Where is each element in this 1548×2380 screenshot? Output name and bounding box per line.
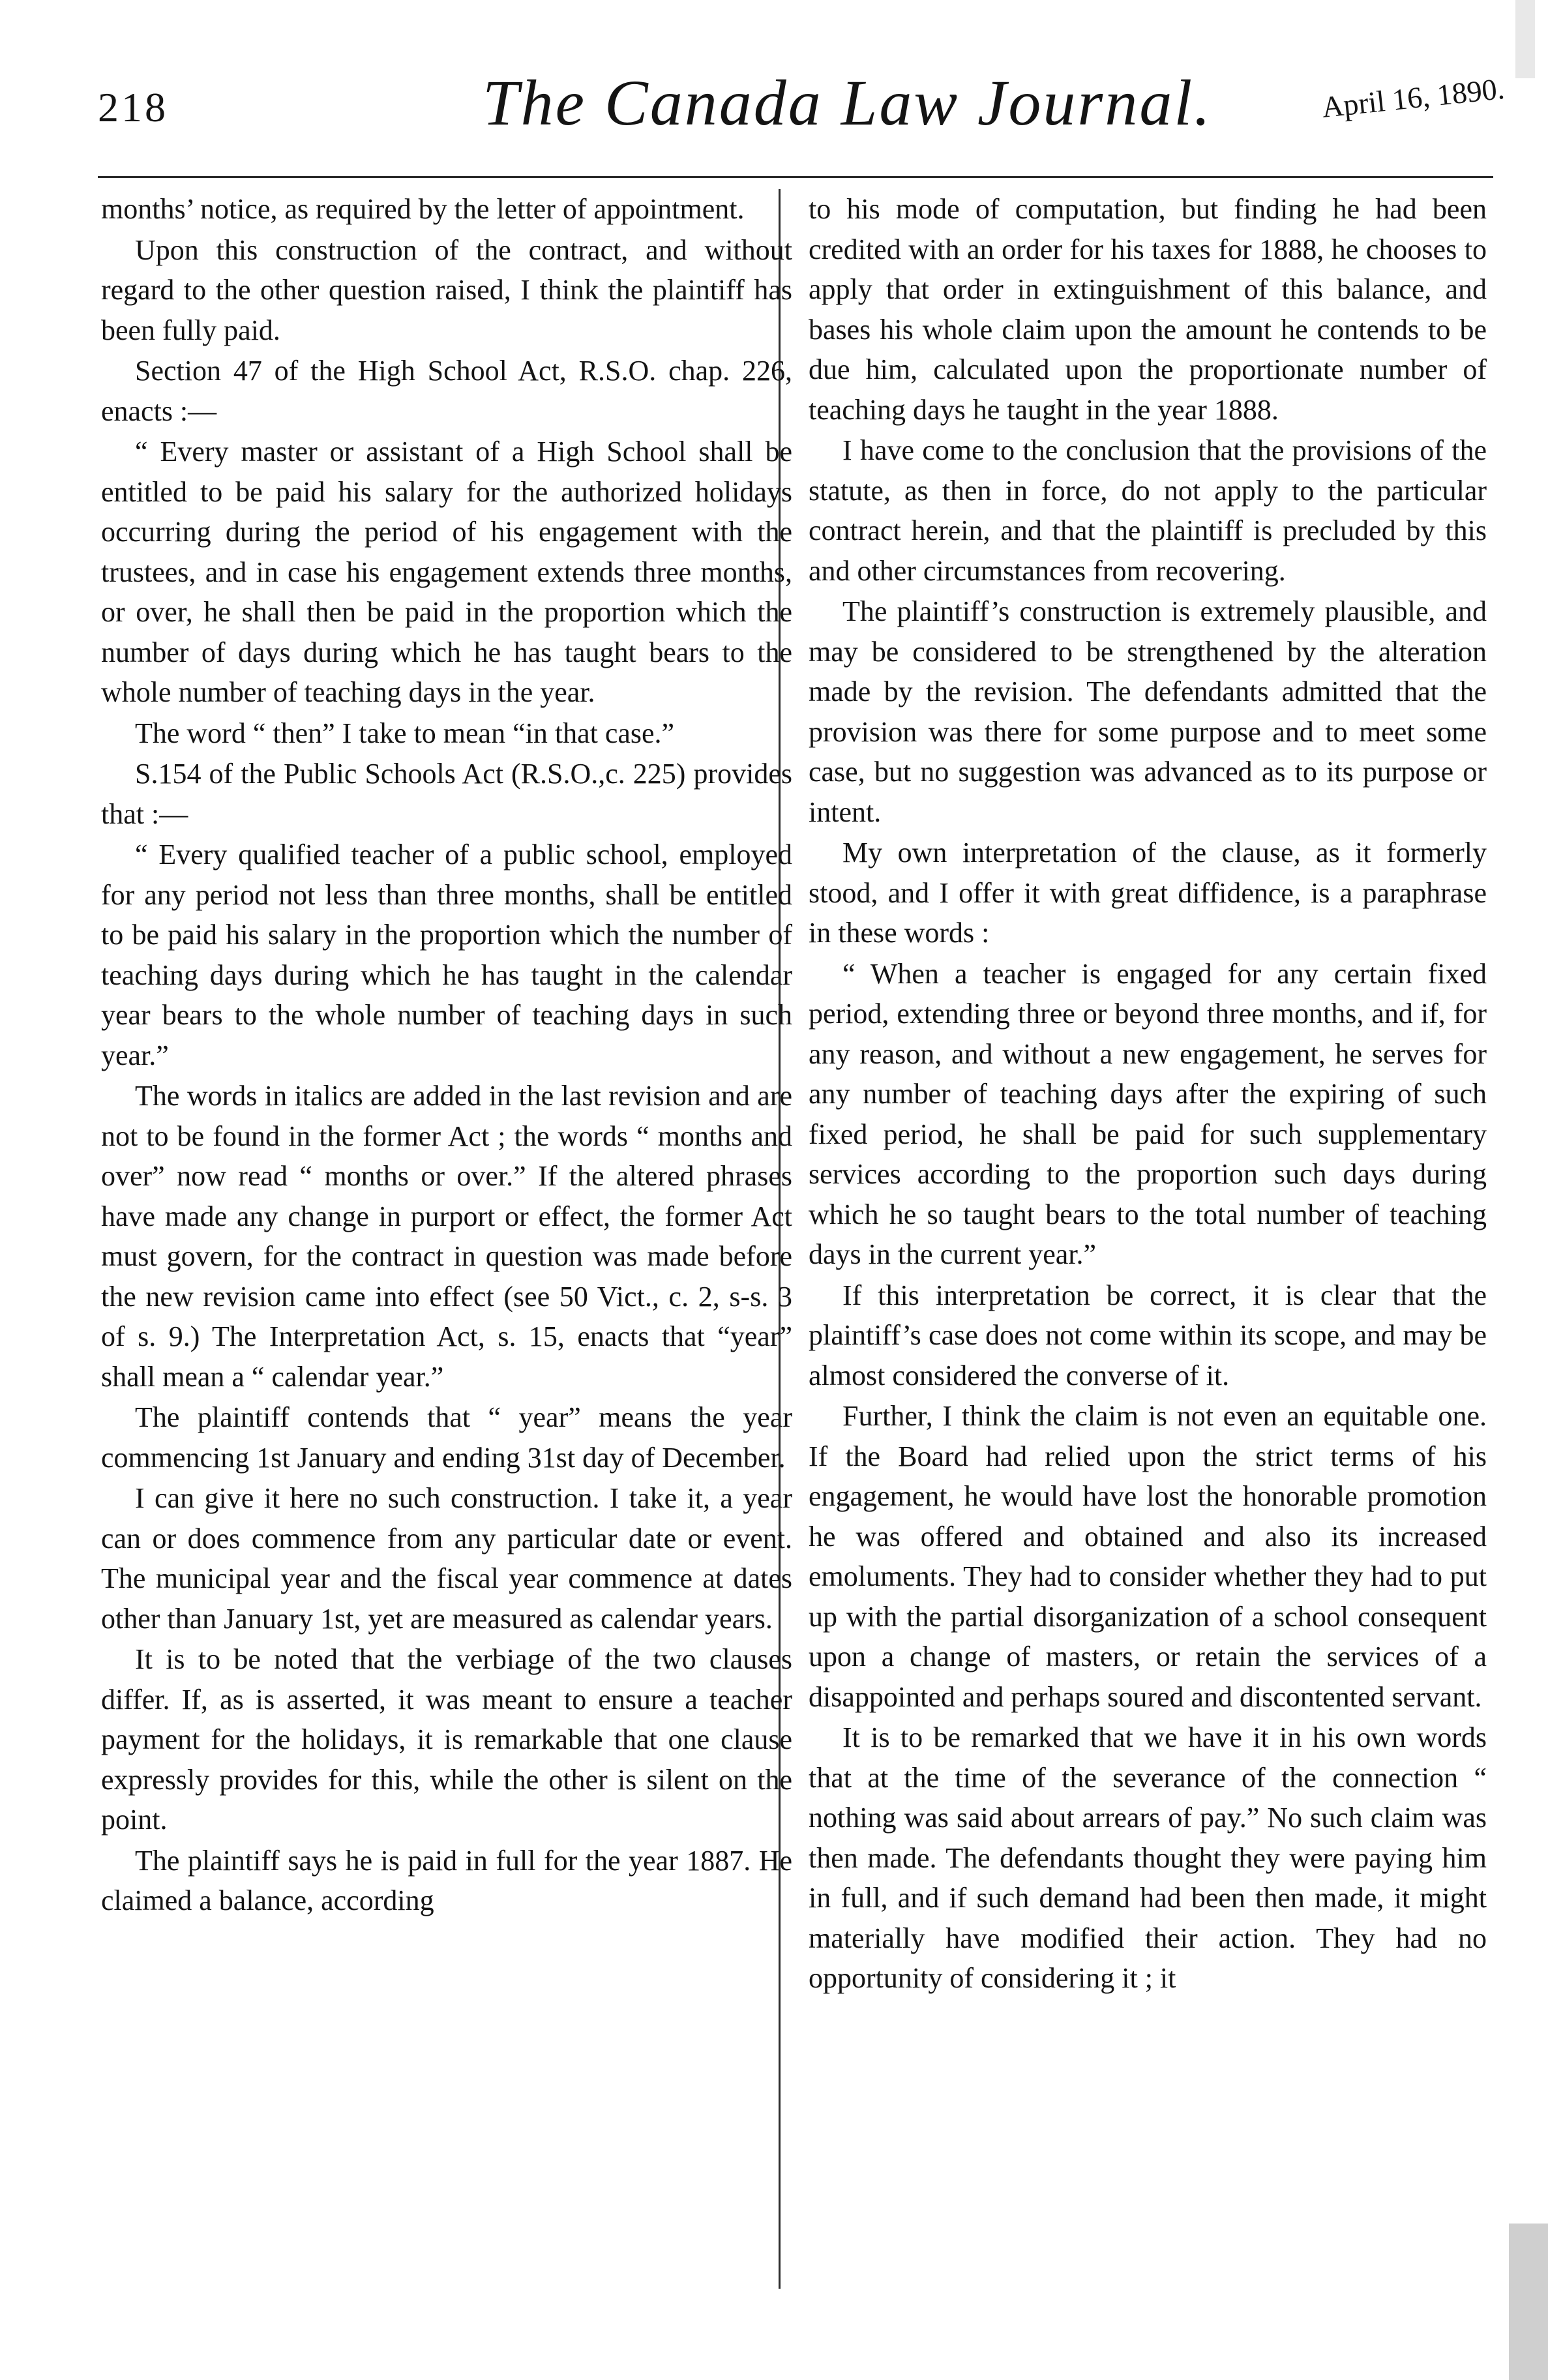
scan-edge-artifact (1515, 0, 1535, 78)
header-rule (98, 176, 1493, 178)
quoted-statute: “ Every qualified teacher of a public school, employed for any period not less than three months, shall be entitled to be paid his salary in the proportion which the number of teaching days during which he has taught in the calendar year bears to the whole number of teaching days in such year.” (101, 839, 792, 1071)
paragraph: The plaintiff contends that “ year” means the year commencing 1st January and ending 31st day of December. (101, 1401, 792, 1474)
right-column (809, 189, 1487, 1999)
paragraph: to his mode of computation, but finding he had been credited with an order for his taxes for 1888, he chooses to apply that order in extinguishment of this balance, and bases his whole claim upon the amount he contends to be due him, calculated upon the proportionate number of teaching days he taught in the year 1888. (809, 193, 1487, 426)
paragraph: I can give it here no such construction. I take it, a year can or does commence from any particular date or event. The municipal year and the fiscal year commence at dates other than January 1st, yet are measured as calendar years. (101, 1482, 792, 1635)
page-number: 218 (98, 84, 168, 130)
paragraph: The plaintiff’s construction is extremely plausible, and may be considered to be strengthened by the alteration made by the revision. The defendants admitted that the provision was there for some purpose and to meet some case, but no suggestion was advanced as to its purpose or intent. (809, 595, 1487, 828)
page-header (0, 0, 1548, 196)
scan-edge-artifact (1509, 2224, 1548, 2380)
journal-title: The Canada Law Journal. (483, 67, 1213, 139)
paragraph: The word “ then” I take to mean “in that case.” (135, 717, 675, 749)
paragraph: The words in italics are added in the last revision and are not to be found in the former Act ; the words “ months and over” now read “ months or over.” If the altered phrases have made any change in purport or effect, the former Act must govern, for the contract in question was made before the new revision came into effect (see 50 Vict., c. 2, s-s. 3 of s. 9.) The Interpretation Act, s. 15, enacts that “year” shall mean a “ calendar year.” (101, 1080, 792, 1393)
paragraph: S.154 of the Public Schools Act (R.S.O.,c. 225) provides that :— (101, 758, 792, 830)
paragraph: It is to be noted that the verbiage of the two clauses differ. If, as is asserted, it was meant to ensure a teacher payment for the holidays, it is remarkable that one clause expressly provides for this, while the other is silent on the point. (101, 1643, 792, 1836)
paragraph: I have come to the conclusion that the provisions of the statute, as then in force, do not apply to the particular contract herein, and that the plaintiff is precluded by this and other circumstances from recovering. (809, 434, 1487, 587)
quoted-paraphrase: “ When a teacher is engaged for any certain fixed period, extending three or beyond three months, and if, for any reason, and without a new engagement, he serves for any number of teaching days after the expiring of such fixed period, he shall be paid for such supplementary services according to the proportion such days during which he so taught bears to the total number of teaching days in the current year.” (809, 957, 1487, 1270)
paragraph: The plaintiff says he is paid in full for the year 1887. He claimed a balance, according (101, 1844, 792, 1916)
paragraph: months’ notice, as required by the letter of appointment. (101, 193, 745, 225)
paragraph: Further, I think the claim is not even an equitable one. If the Board had relied upon the strict terms of his engagement, he would have lost the honorable promotion he was offered and obtained and also its increased emoluments. They had to consider whether they had to put up with the partial disorganization of a school consequent upon a change of masters, or retain the services of a disappointed and perhaps soured and discontented servant. (809, 1400, 1487, 1713)
paragraph: My own interpretation of the clause, as it formerly stood, and I offer it with great diffidence, is a paraphrase in these words : (809, 837, 1487, 949)
issue-date: April 16, 1890. (1320, 71, 1506, 125)
left-column (101, 189, 792, 1922)
paragraph: It is to be remarked that we have it in his own words that at the time of the severance of the connection “ nothing was said about arrears of pay.” No such claim was then made. The defendants thought they were paying him in full, and if such demand had been then made, it might materially have modified their action. They had no opportunity of considering it ; it (809, 1721, 1487, 1994)
paragraph: Upon this construction of the contract, and without regard to the other question raised, I think the plaintiff has been fully paid. (101, 233, 792, 346)
paragraph: If this interpretation be correct, it is clear that the plaintiff’s case does not come within its scope, and may be almost considered the converse of it. (809, 1279, 1487, 1391)
quoted-statute: “ Every master or assistant of a High School shall be entitled to be paid his salary for the authorized holidays occurring during the period of his engagement with the trustees, and in case his engagement extends three months, or over, he shall then be paid in the proportion which the number of days during which he has taught bears to the whole number of teaching days in the year. (101, 436, 792, 708)
paragraph: Section 47 of the High School Act, R.S.O. chap. 226, enacts :— (101, 355, 792, 427)
